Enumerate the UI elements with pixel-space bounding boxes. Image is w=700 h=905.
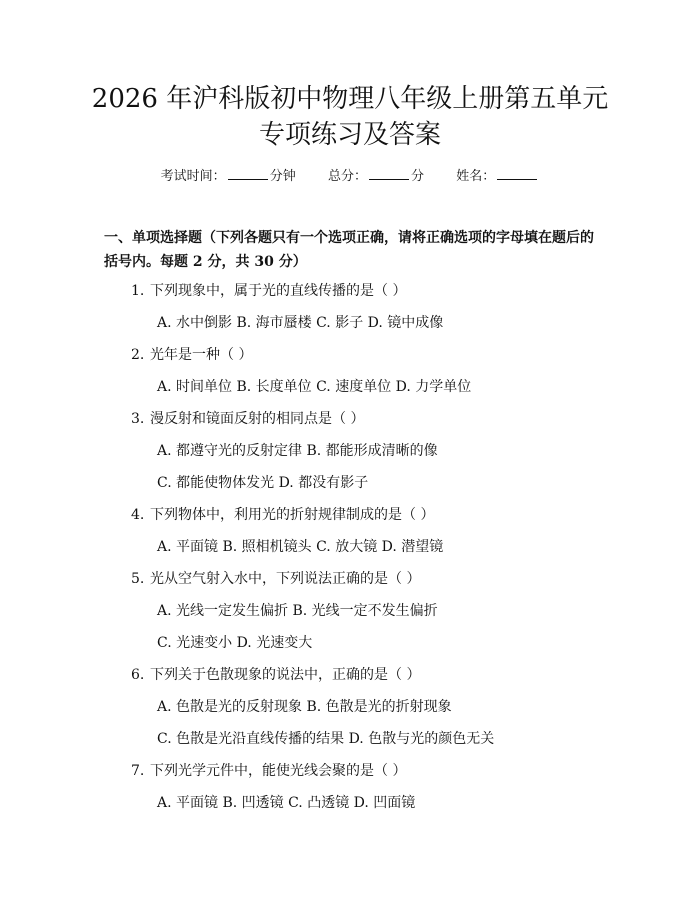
score-blank [369,167,409,180]
time-blank [228,167,268,180]
exam-title-line2: 专项练习及答案 [258,120,441,150]
question-text: 下列物体中，利用光的折射规律制成的是（ ） [150,507,435,523]
question-text: 光年是一种（ ） [150,347,253,363]
question-number: 5. [131,571,145,587]
question-text: 漫反射和镜面反射的相同点是（ ） [150,411,365,427]
question-4-options: A. 平面镜 B. 照相机镜头 C. 放大镜 D. 潜望镜 [157,539,444,555]
time-unit: 分钟 [269,169,296,184]
question-text: 下列关于色散现象的说法中，正确的是（ ） [150,667,421,683]
question-number: 2. [131,347,145,363]
score-label: 总分： [327,169,367,184]
question-number: 7. [131,763,145,779]
name-blank [497,167,537,180]
question-5 [131,569,420,589]
score-unit: 分 [411,169,425,184]
question-number: 1. [131,283,145,299]
question-6-options-line2: C. 色散是光沿直线传播的结果 D. 色散与光的颜色无关 [157,731,495,747]
question-text: 下列现象中，属于光的直线传播的是（ ） [150,283,407,299]
name-label: 姓名： [456,169,496,184]
question-6-options-line1: A. 色散是光的反射现象 B. 色散是光的折射现象 [157,699,452,715]
question-3-options-line2: C. 都能使物体发光 D. 都没有影子 [157,475,369,491]
question-4 [131,505,434,525]
question-7 [131,761,406,781]
question-1-options: A. 水中倒影 B. 海市蜃楼 C. 影子 D. 镜中成像 [157,315,444,331]
question-number: 4. [131,507,145,523]
question-6 [131,665,420,685]
question-number: 6. [131,667,145,683]
section-heading: 一、单项选择题（下列各题只有一个选项正确，请将正确选项的字母填在题后的括号内。每题 2 分，共 30 分） [104,230,594,270]
question-number: 3. [131,411,145,427]
time-label: 考试时间： [160,169,226,184]
question-text: 光从空气射入水中，下列说法正确的是（ ） [150,571,421,587]
question-text: 下列光学元件中，能使光线会聚的是（ ） [150,763,407,779]
question-2-options: A. 时间单位 B. 长度单位 C. 速度单位 D. 力学单位 [157,379,472,395]
question-1 [131,281,406,301]
question-7-options: A. 平面镜 B. 凹透镜 C. 凸透镜 D. 凹面镜 [157,795,416,811]
exam-info-line [0,167,700,187]
question-5-options-line2: C. 光速变小 D. 光速变大 [157,635,313,651]
question-3-options-line1: A. 都遵守光的反射定律 B. 都能形成清晰的像 [157,443,438,459]
question-3 [131,409,364,429]
question-2 [131,345,252,365]
question-5-options-line1: A. 光线一定发生偏折 B. 光线一定不发生偏折 [157,603,438,619]
exam-title-line1: 2026 年沪科版初中物理八年级上册第五单元 [91,84,609,114]
